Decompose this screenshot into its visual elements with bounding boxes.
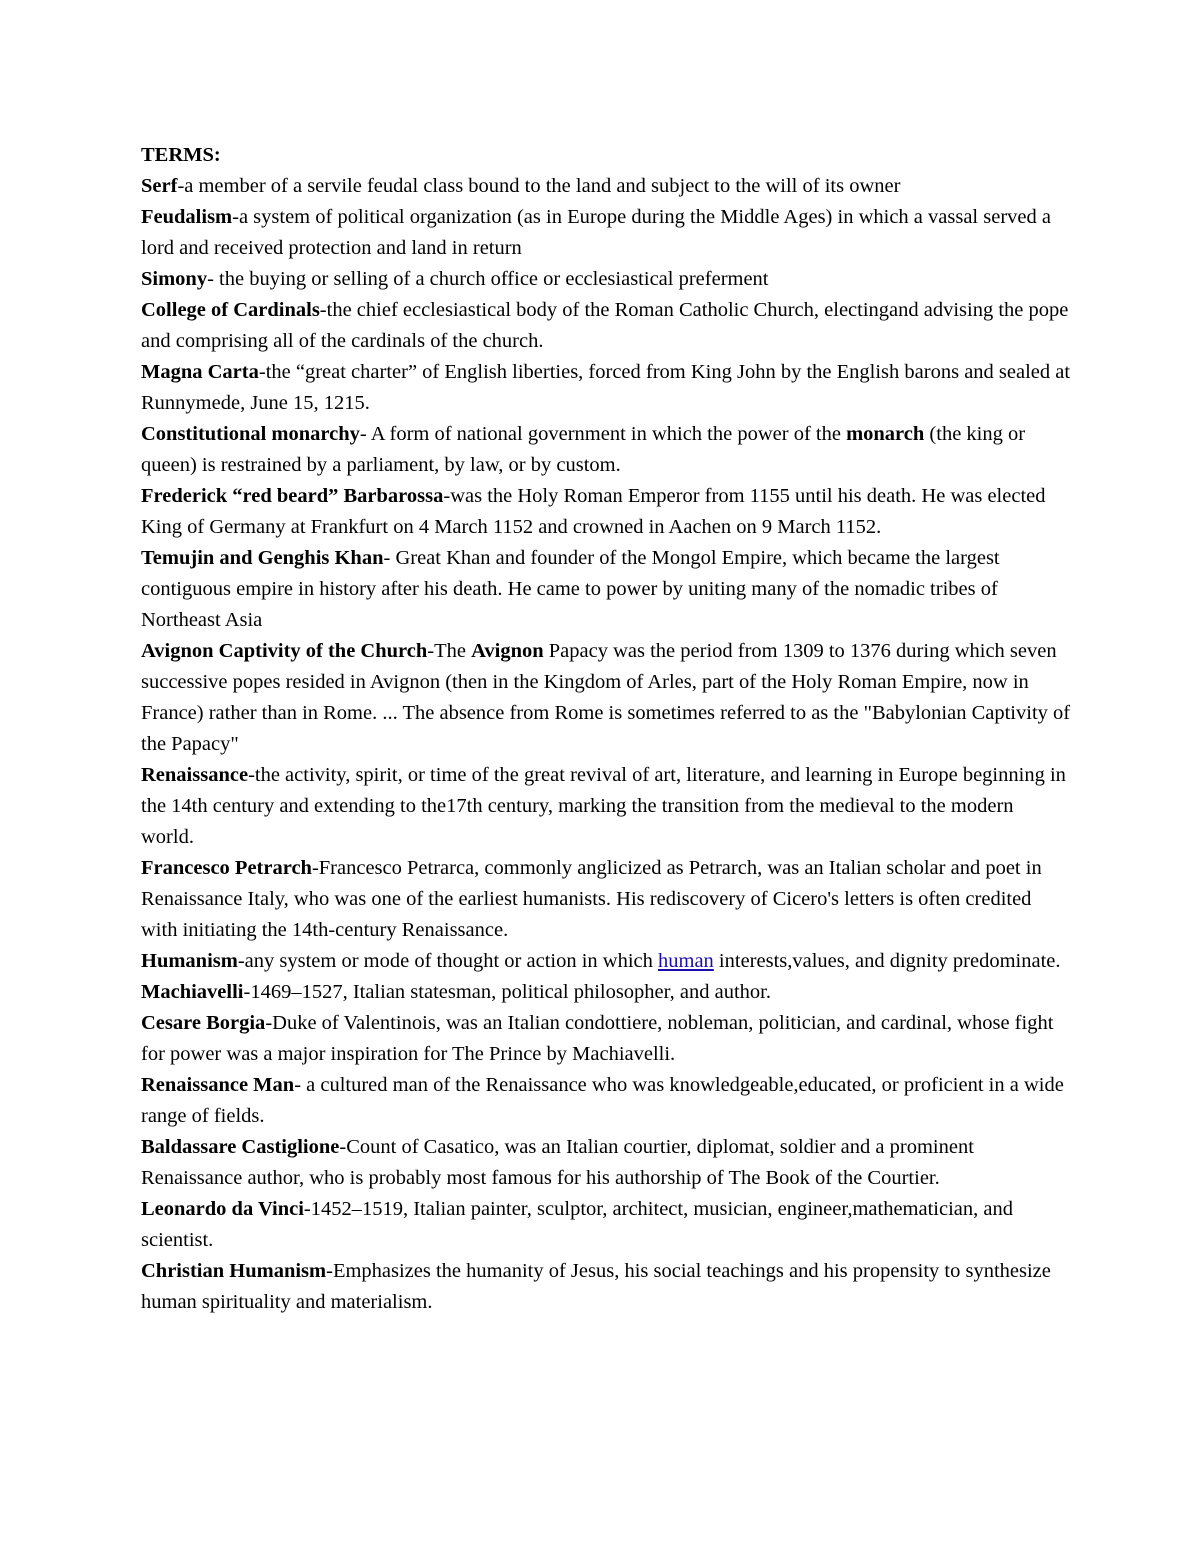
term-definition: a cultured man of the Renaissance who was knowledgeable,educated, or proficient in a wide range of fields. — [141, 1074, 1064, 1127]
term-name: Temujin and Genghis Khan — [141, 547, 384, 569]
term-definition: a member of a servile feudal class bound to the land and subject to the will of its owner — [184, 175, 901, 197]
human-link[interactable]: human — [658, 950, 714, 972]
term-name: Magna Carta — [141, 361, 259, 383]
term-definition: the buying or selling of a church office or ecclesiastical preferment — [213, 268, 769, 290]
term-entry-christian-humanism — [141, 1256, 1071, 1318]
term-separator: - — [443, 485, 451, 507]
term-entry-simony — [141, 264, 1071, 295]
term-definition: (the king or queen) is restrained by a parliament, by law, or by custom. — [141, 423, 1026, 476]
term-entry-humanism — [141, 946, 1071, 977]
term-definition-emphasis: Avignon — [471, 640, 544, 662]
term-definition: Papacy was the period from 1309 to 1376 during which seven successive popes resided in Avignon (then in the Kingdom of Arles, part of the Holy Roman Empire, now in France) rather than in Rome. ... The absence from Rome is sometimes referred to as the "Babylonian Captivity of the Papacy" — [141, 640, 1071, 755]
document-heading: TERMS: — [141, 144, 221, 166]
term-separator: - — [427, 640, 435, 662]
term-entry-leonardo-da-vinci — [141, 1194, 1071, 1256]
term-entry-cesare-borgia — [141, 1008, 1071, 1070]
term-name: Feudalism — [141, 206, 233, 228]
term-entry-renaissance-man — [141, 1070, 1071, 1132]
term-definition: 1469–1527, Italian statesman, political philosopher, and author. — [250, 981, 772, 1003]
term-separator: - — [207, 268, 214, 290]
term-separator: - — [177, 175, 185, 197]
term-entry-serf — [141, 171, 1071, 202]
term-definition: Great Khan and founder of the Mongol Empire, which became the largest contiguous empire in history after his death. He came to power by uniting many of the nomadic tribes of Northeast Asia — [141, 547, 1000, 631]
term-separator: - — [265, 1012, 273, 1034]
term-entry-petrarch — [141, 853, 1071, 946]
term-definition: The — [434, 640, 472, 662]
term-separator: - — [243, 981, 251, 1003]
term-name: Renaissance — [141, 764, 249, 786]
term-name: Avignon Captivity of the Church — [141, 640, 428, 662]
term-name: Francesco Petrarch — [141, 857, 312, 879]
term-entry-constitutional-monarchy — [141, 419, 1071, 481]
term-entry-castiglione — [141, 1132, 1071, 1194]
term-separator: - — [232, 206, 239, 228]
term-entry-college-of-cardinals — [141, 295, 1071, 357]
term-separator: - — [311, 857, 319, 879]
term-entry-barbarossa — [141, 481, 1071, 543]
term-definition: was the Holy Roman Emperor from 1155 until his death. He was elected King of Germany at Frankfurt on 4 March 1152 and crowned in Aachen on 9 March 1152. — [141, 485, 1046, 538]
term-name: Leonardo da Vinci — [141, 1198, 304, 1220]
term-name: Renaissance Man — [141, 1074, 295, 1096]
term-name: Simony — [141, 268, 208, 290]
term-definition: a system of political organization (as in Europe during the Middle Ages) in which a vassal served a lord and received protection and land in return — [141, 206, 1051, 259]
term-separator: - — [326, 1260, 333, 1282]
term-definition: 1452–1519, Italian painter, sculptor, architect, musician, engineer,mathematician, and scientist. — [141, 1198, 1013, 1251]
term-separator: - — [383, 547, 391, 569]
term-definition: the chief ecclesiastical body of the Roman Catholic Church, electingand advising the pope and comprising all of the cardinals of the church. — [141, 299, 1069, 352]
term-entry-magna-carta — [141, 357, 1071, 419]
term-definition-emphasis: monarch — [846, 423, 925, 445]
term-name: Frederick “red beard” Barbarossa — [141, 485, 444, 507]
term-definition: Duke of Valentinois, was an Italian condottiere, nobleman, politician, and cardinal, whose fight for power was a major inspiration for The Prince by Machiavelli. — [141, 1012, 1054, 1065]
term-separator: - — [339, 1136, 347, 1158]
term-separator: - — [248, 764, 255, 786]
term-entry-genghis-khan — [141, 543, 1071, 636]
term-separator: - — [303, 1198, 311, 1220]
term-separator: - — [359, 423, 367, 445]
term-separator: - — [319, 299, 327, 321]
term-entry-machiavelli — [141, 977, 1071, 1008]
term-definition: the “great charter” of English liberties, forced from King John by the English barons and sealed at Runnymede, June 15, 1215. — [141, 361, 1071, 414]
term-name: Constitutional monarchy — [141, 423, 360, 445]
term-definition: the activity, spirit, or time of the great revival of art, literature, and learning in Europe beginning in the 14th century and extending to the17th century, marking the transition from the medieval to the modern world. — [141, 764, 1066, 848]
term-name: Serf — [141, 175, 178, 197]
term-separator: - — [258, 361, 266, 383]
term-separator: - — [294, 1074, 302, 1096]
term-entry-feudalism — [141, 202, 1071, 264]
term-name: Humanism — [141, 950, 238, 972]
term-entry-avignon-captivity — [141, 636, 1071, 760]
term-definition: Emphasizes the humanity of Jesus, his social teachings and his propensity to synthesize human spirituality and materialism. — [141, 1260, 1051, 1313]
term-name: Machiavelli — [141, 981, 244, 1003]
term-definition: Francesco Petrarca, commonly anglicized as Petrarch, was an Italian scholar and poet in Renaissance Italy, who was one of the earliest humanists. His rediscovery of Cicero's letters is often credited with initiating the 14th-century Renaissance. — [141, 857, 1042, 941]
term-name: Christian Humanism — [141, 1260, 327, 1282]
term-definition: interests,values, and dignity predominate. — [713, 950, 1061, 972]
term-definition: any system or mode of thought or action in which — [244, 950, 658, 972]
term-definition: A form of national government in which the power of the — [366, 423, 847, 445]
term-name: Cesare Borgia — [141, 1012, 266, 1034]
term-definition: Count of Casatico, was an Italian courtier, diplomat, soldier and a prominent Renaissance author, who is probably most famous for his authorship of The Book of the Courtier. — [141, 1136, 974, 1189]
document-page — [141, 140, 1071, 1318]
term-name: College of Cardinals — [141, 299, 320, 321]
term-separator: - — [237, 950, 245, 972]
term-name: Baldassare Castiglione — [141, 1136, 340, 1158]
term-entry-renaissance — [141, 760, 1071, 853]
